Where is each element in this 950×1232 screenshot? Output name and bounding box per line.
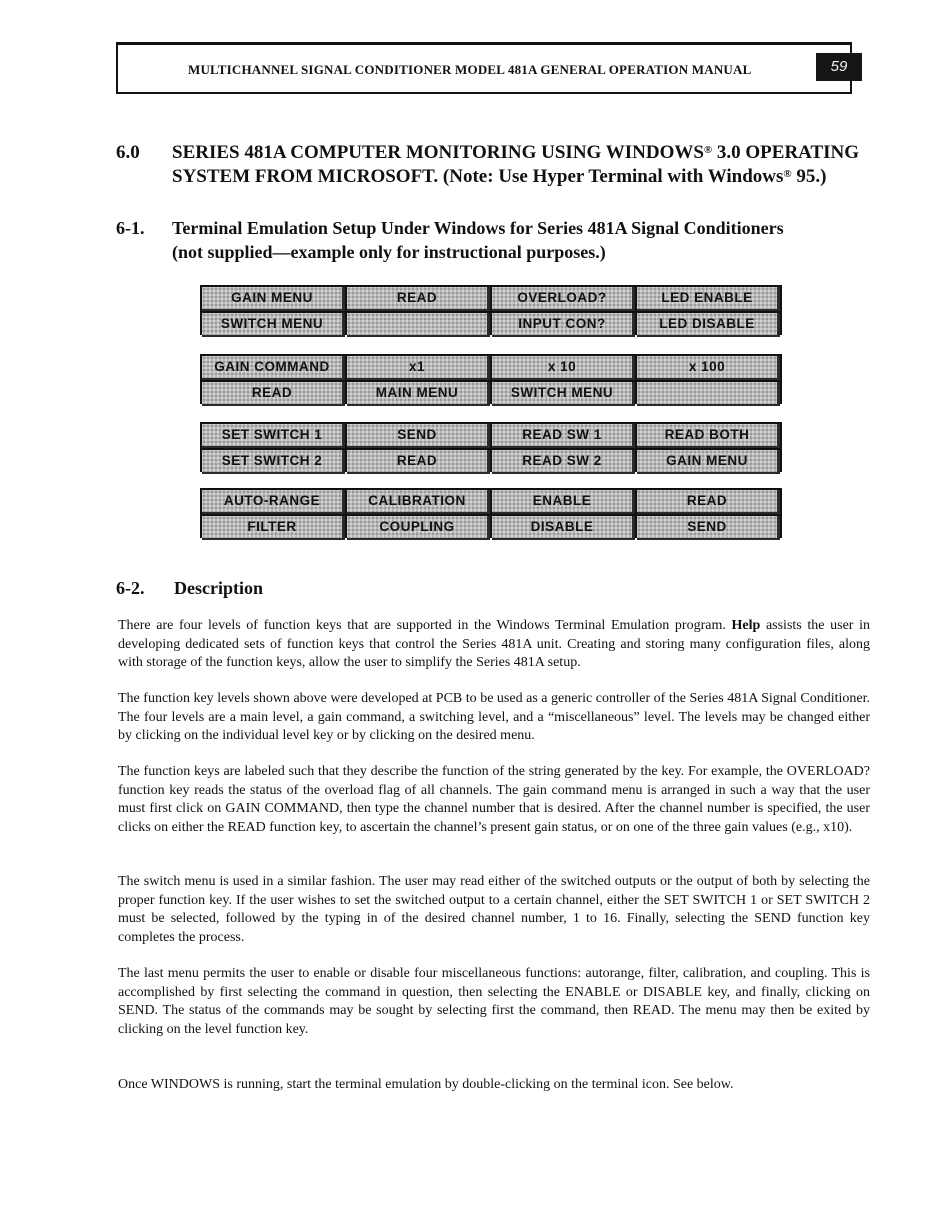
page-header	[116, 42, 852, 94]
registered-mark: ®	[703, 144, 713, 156]
paragraph-4: The switch menu is used in a similar fashion. The user may read either of the switched outputs or the output of both by selecting the proper function key. If the user wishes to set the switched output to a certain channel, either the SET SWITCH 1 or SET SWITCH 2 must be selected, followed by the typing in of the desired channel number, 1 to 16. Finally, selecting the SEND function key completes the process.	[118, 874, 870, 945]
paragraph-2: The function key levels shown above were developed at PCB to be used as a generic controller of the Series 481A Signal Conditioner. The four levels are a main level, a gain command, a switching level, and a “miscellaneous” level. The levels may be changed either by clicking on the individual level key or by clicking on the desired menu.	[118, 691, 870, 743]
fkey-calibration[interactable]: CALIBRATION	[347, 490, 490, 514]
title-line-2b: 95.)	[791, 166, 827, 187]
misc-level-function-keys	[200, 488, 782, 538]
fkey-x10[interactable]: x 10	[492, 356, 635, 380]
fkey-gain-command[interactable]: GAIN COMMAND	[202, 356, 345, 380]
fkey-disable[interactable]: DISABLE	[492, 516, 635, 540]
paragraph-5: The last menu permits the user to enable or disable four miscellaneous functions: autorange, filter, calibration, and coupling. This is accomplished by first selecting the command in question, then selecting the ENABLE or DISABLE key, and finally, clicking on SEND. The status of the commands may be sought by selecting first the command, then READ. The menu may then be exited by clicking on the level function key.	[118, 966, 870, 1037]
fkey-input-con[interactable]: INPUT CON?	[492, 313, 635, 337]
fkey-blank[interactable]	[347, 313, 490, 337]
fkey-gain-menu[interactable]: GAIN MENU	[637, 450, 780, 474]
help-keyword: Help	[731, 618, 761, 633]
fkey-read-both[interactable]: READ BOTH	[637, 424, 780, 448]
fkey-read-sw-1[interactable]: READ SW 1	[492, 424, 635, 448]
title-line-1: Terminal Emulation Setup Under Windows for Series 481A Signal Conditioners	[172, 218, 784, 238]
fkey-filter[interactable]: FILTER	[202, 516, 345, 540]
page-number-badge: 59	[816, 53, 862, 81]
fkey-enable[interactable]: ENABLE	[492, 490, 635, 514]
fkey-read[interactable]: READ	[347, 450, 490, 474]
fkey-led-disable[interactable]: LED DISABLE	[637, 313, 780, 337]
fkey-main-menu[interactable]: MAIN MENU	[347, 382, 490, 406]
fkey-read[interactable]: READ	[202, 382, 345, 406]
section-number: 6-2.	[116, 578, 145, 598]
registered-mark: ®	[783, 168, 792, 180]
gain-level-function-keys	[200, 354, 782, 404]
section-number: 6.0	[116, 142, 140, 163]
section-title: Description	[174, 578, 263, 598]
fkey-blank[interactable]	[637, 382, 780, 406]
fkey-switch-menu[interactable]: SWITCH MENU	[492, 382, 635, 406]
p1-text-b: assists the user in developing dedicated sets of function keys that control the Series 481A unit. Creating and storing many configuration files, along with storage of the function keys, allow the user to simplify the Series 481A setup.	[118, 618, 870, 670]
fkey-read-sw-2[interactable]: READ SW 2	[492, 450, 635, 474]
main-level-function-keys	[200, 285, 782, 335]
fkey-coupling[interactable]: COUPLING	[347, 516, 490, 540]
manual-title: MULTICHANNEL SIGNAL CONDITIONER MODEL 481A GENERAL OPERATION MANUAL	[188, 62, 752, 77]
fkey-set-switch-1[interactable]: SET SWITCH 1	[202, 424, 345, 448]
switch-level-function-keys	[200, 422, 782, 472]
fkey-x100[interactable]: x 100	[637, 356, 780, 380]
fkey-read[interactable]: READ	[347, 287, 490, 311]
fkey-overload[interactable]: OVERLOAD?	[492, 287, 635, 311]
fkey-send[interactable]: SEND	[637, 516, 780, 540]
p1-text-a: There are four levels of function keys that are supported in the Windows Terminal Emulation program.	[118, 618, 732, 633]
fkey-x1[interactable]: x1	[347, 356, 490, 380]
section-number: 6-1.	[116, 218, 145, 238]
fkey-read[interactable]: READ	[637, 490, 780, 514]
title-line-1a: SERIES 481A COMPUTER MONITORING USING WINDOWS	[172, 142, 704, 163]
fkey-switch-menu[interactable]: SWITCH MENU	[202, 313, 345, 337]
title-line-1b: 3.0 OPERATING	[712, 142, 860, 163]
fkey-auto-range[interactable]: AUTO-RANGE	[202, 490, 345, 514]
section-title	[172, 216, 784, 264]
title-line-2: (not supplied—example only for instructional purposes.)	[172, 242, 606, 262]
fkey-led-enable[interactable]: LED ENABLE	[637, 287, 780, 311]
paragraph-6: Once WINDOWS is running, start the terminal emulation by double-clicking on the terminal icon. See below.	[118, 1077, 734, 1092]
paragraph-3: The function keys are labeled such that they describe the function of the string generated by the key. For example, the OVERLOAD? function key reads the status of the overload flag of all channels. The gain command menu is arranged in such a way that the user must first click on GAIN COMMAND, then type the channel number that is desired. After the channel number is specified, the user clicks on either the READ function key, to ascertain the channel’s present gain status, or on one of the three gain values (e.g., x10).	[118, 764, 870, 835]
fkey-send[interactable]: SEND	[347, 424, 490, 448]
fkey-set-switch-2[interactable]: SET SWITCH 2	[202, 450, 345, 474]
paragraph-1	[118, 617, 870, 673]
section-title	[172, 141, 859, 189]
fkey-gain-menu[interactable]: GAIN MENU	[202, 287, 345, 311]
title-line-2a: SYSTEM FROM MICROSOFT. (Note: Use Hyper Terminal with Windows	[172, 166, 784, 187]
